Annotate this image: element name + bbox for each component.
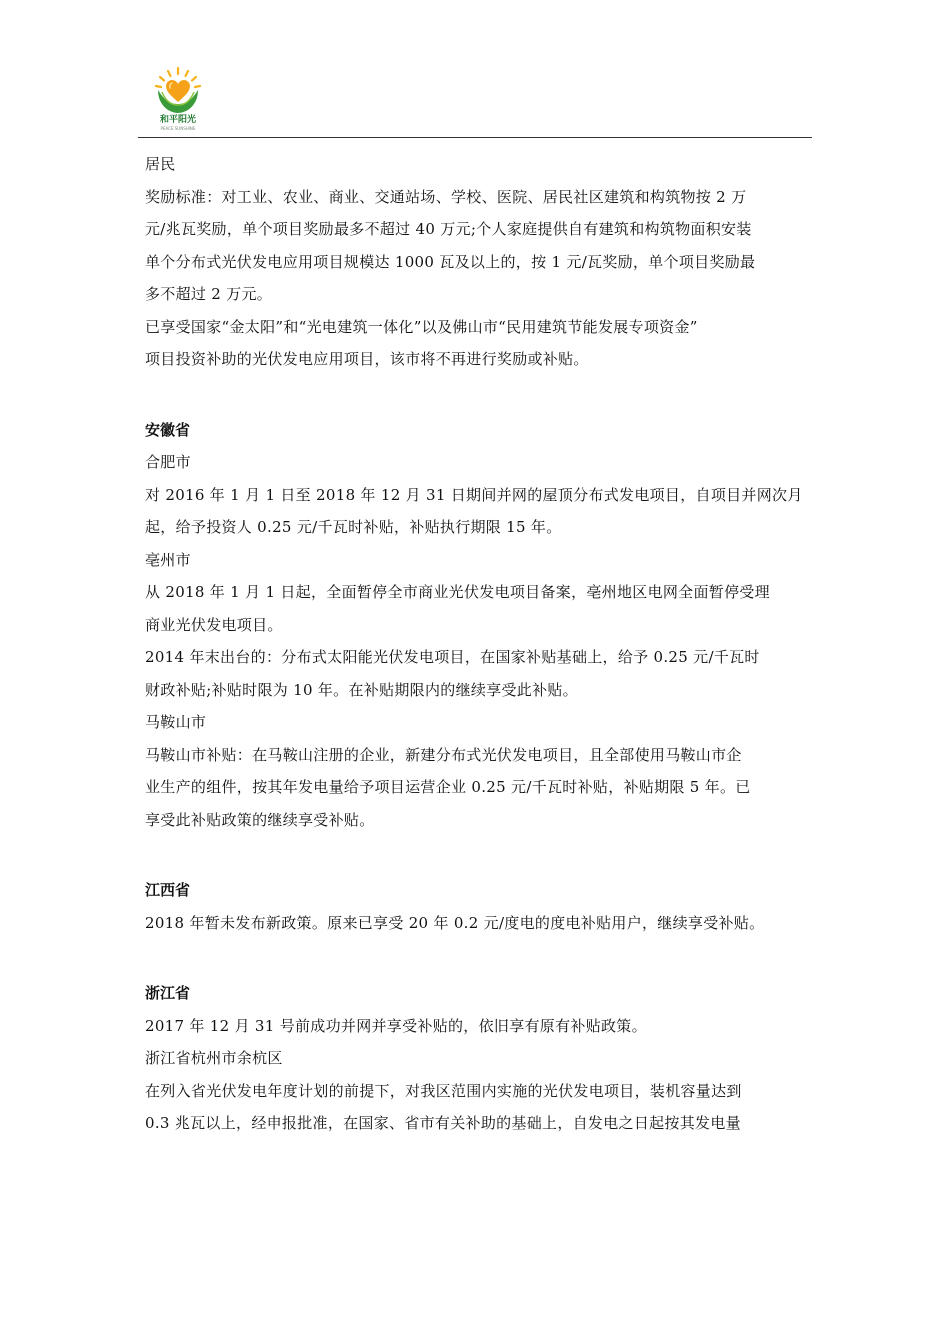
text-line: 0.3 兆瓦以上，经申报批准，在国家、省市有关补助的基础上，自发电之日起按其发电量 — [145, 1114, 741, 1132]
spacer — [145, 376, 813, 414]
reward-standard-paragraph — [145, 181, 813, 311]
bozhou-paragraph-2 — [145, 641, 813, 706]
company-logo — [150, 66, 206, 136]
text-line: 享受此补贴政策的继续享受补贴。 — [145, 810, 375, 829]
page-header — [0, 0, 950, 140]
city-heading-bozhou: 亳州市 — [145, 550, 191, 569]
text-line: 元/兆瓦奖励，单个项目奖励最多不超过 40 万元;个人家庭提供自有建筑和构筑物面积安装 — [145, 220, 752, 238]
text-line: 起，给予投资人 0.25 元/千瓦时补贴，补贴执行期限 15 年。 — [145, 518, 562, 536]
excluded-projects-paragraph — [145, 311, 813, 376]
text-line: 奖励标准：对工业、农业、商业、交通站场、学校、医院、居民社区建筑和构筑物按 2 万 — [145, 187, 747, 206]
yuhang-paragraph — [145, 1075, 813, 1140]
text-line: 马鞍山市补贴：在马鞍山注册的企业，新建分布式光伏发电项目，且全部使用马鞍山市企 — [145, 745, 742, 764]
spacer — [145, 836, 813, 874]
text-line: 已享受国家“金太阳”和“光电建筑一体化”以及佛山市“民用建筑节能发展专项资金” — [145, 317, 698, 336]
spacer — [145, 939, 813, 977]
text-line: 业生产的组件，按其年发电量给予项目运营企业 0.25 元/千瓦时补贴，补贴期限 5 年。已 — [145, 778, 751, 796]
text-line: 2014 年末出台的：分布式太阳能光伏发电项目，在国家补贴基础上，给予 0.25 元/千瓦时 — [145, 648, 760, 666]
bozhou-paragraph-1 — [145, 576, 813, 641]
text-line: 单个分布式光伏发电应用项目规模达 1000 瓦及以上的，按 1 元/瓦奖励，单个项目奖励最 — [145, 252, 756, 271]
text-line: 财政补贴;补贴时限为 10 年。在补贴期限内的继续享受此补贴。 — [145, 680, 578, 699]
text-line: 多不超过 2 万元。 — [145, 285, 273, 303]
text-line: 商业光伏发电项目。 — [145, 615, 283, 634]
province-heading-zhejiang: 浙江省 — [145, 984, 191, 1002]
text-line: 项目投资补助的光伏发电应用项目，该市将不再进行奖励或补贴。 — [145, 350, 589, 368]
logo-wordmark: 和平阳光 — [159, 115, 196, 125]
logo-subtitle: PEACE SUNSHINE — [160, 126, 196, 131]
maanshan-paragraph — [145, 739, 813, 837]
zhejiang-paragraph: 2017 年 12 月 31 号前成功并网并享受补贴的，依旧享有原有补贴政策。 — [145, 1016, 647, 1035]
district-heading-yuhang: 浙江省杭州市余杭区 — [145, 1049, 283, 1067]
header-divider — [138, 137, 812, 138]
sun-heart-icon — [150, 66, 206, 116]
city-heading-hefei: 合肥市 — [145, 453, 191, 471]
hefei-paragraph — [145, 479, 813, 544]
section-heading-residents: 居民 — [145, 155, 176, 173]
text-line: 从 2018 年 1 月 1 日起，全面暂停全市商业光伏发电项目备案，亳州地区电网全面暂停受理 — [145, 583, 770, 601]
province-heading-anhui: 安徽省 — [145, 420, 191, 439]
text-line: 在列入省光伏发电年度计划的前提下，对我区范围内实施的光伏发电项目，装机容量达到 — [145, 1081, 742, 1100]
province-heading-jiangxi: 江西省 — [145, 881, 191, 899]
city-heading-maanshan: 马鞍山市 — [145, 713, 207, 731]
text-line: 对 2016 年 1 月 1 日至 2018 年 12 月 31 日期间并网的屋顶分布式发电项目，自项目并网次月 — [145, 485, 803, 504]
document-body — [145, 148, 813, 1140]
jiangxi-paragraph: 2018 年暂未发布新政策。原来已享受 20 年 0.2 元/度电的度电补贴用户，继续享受补贴。 — [145, 913, 765, 932]
